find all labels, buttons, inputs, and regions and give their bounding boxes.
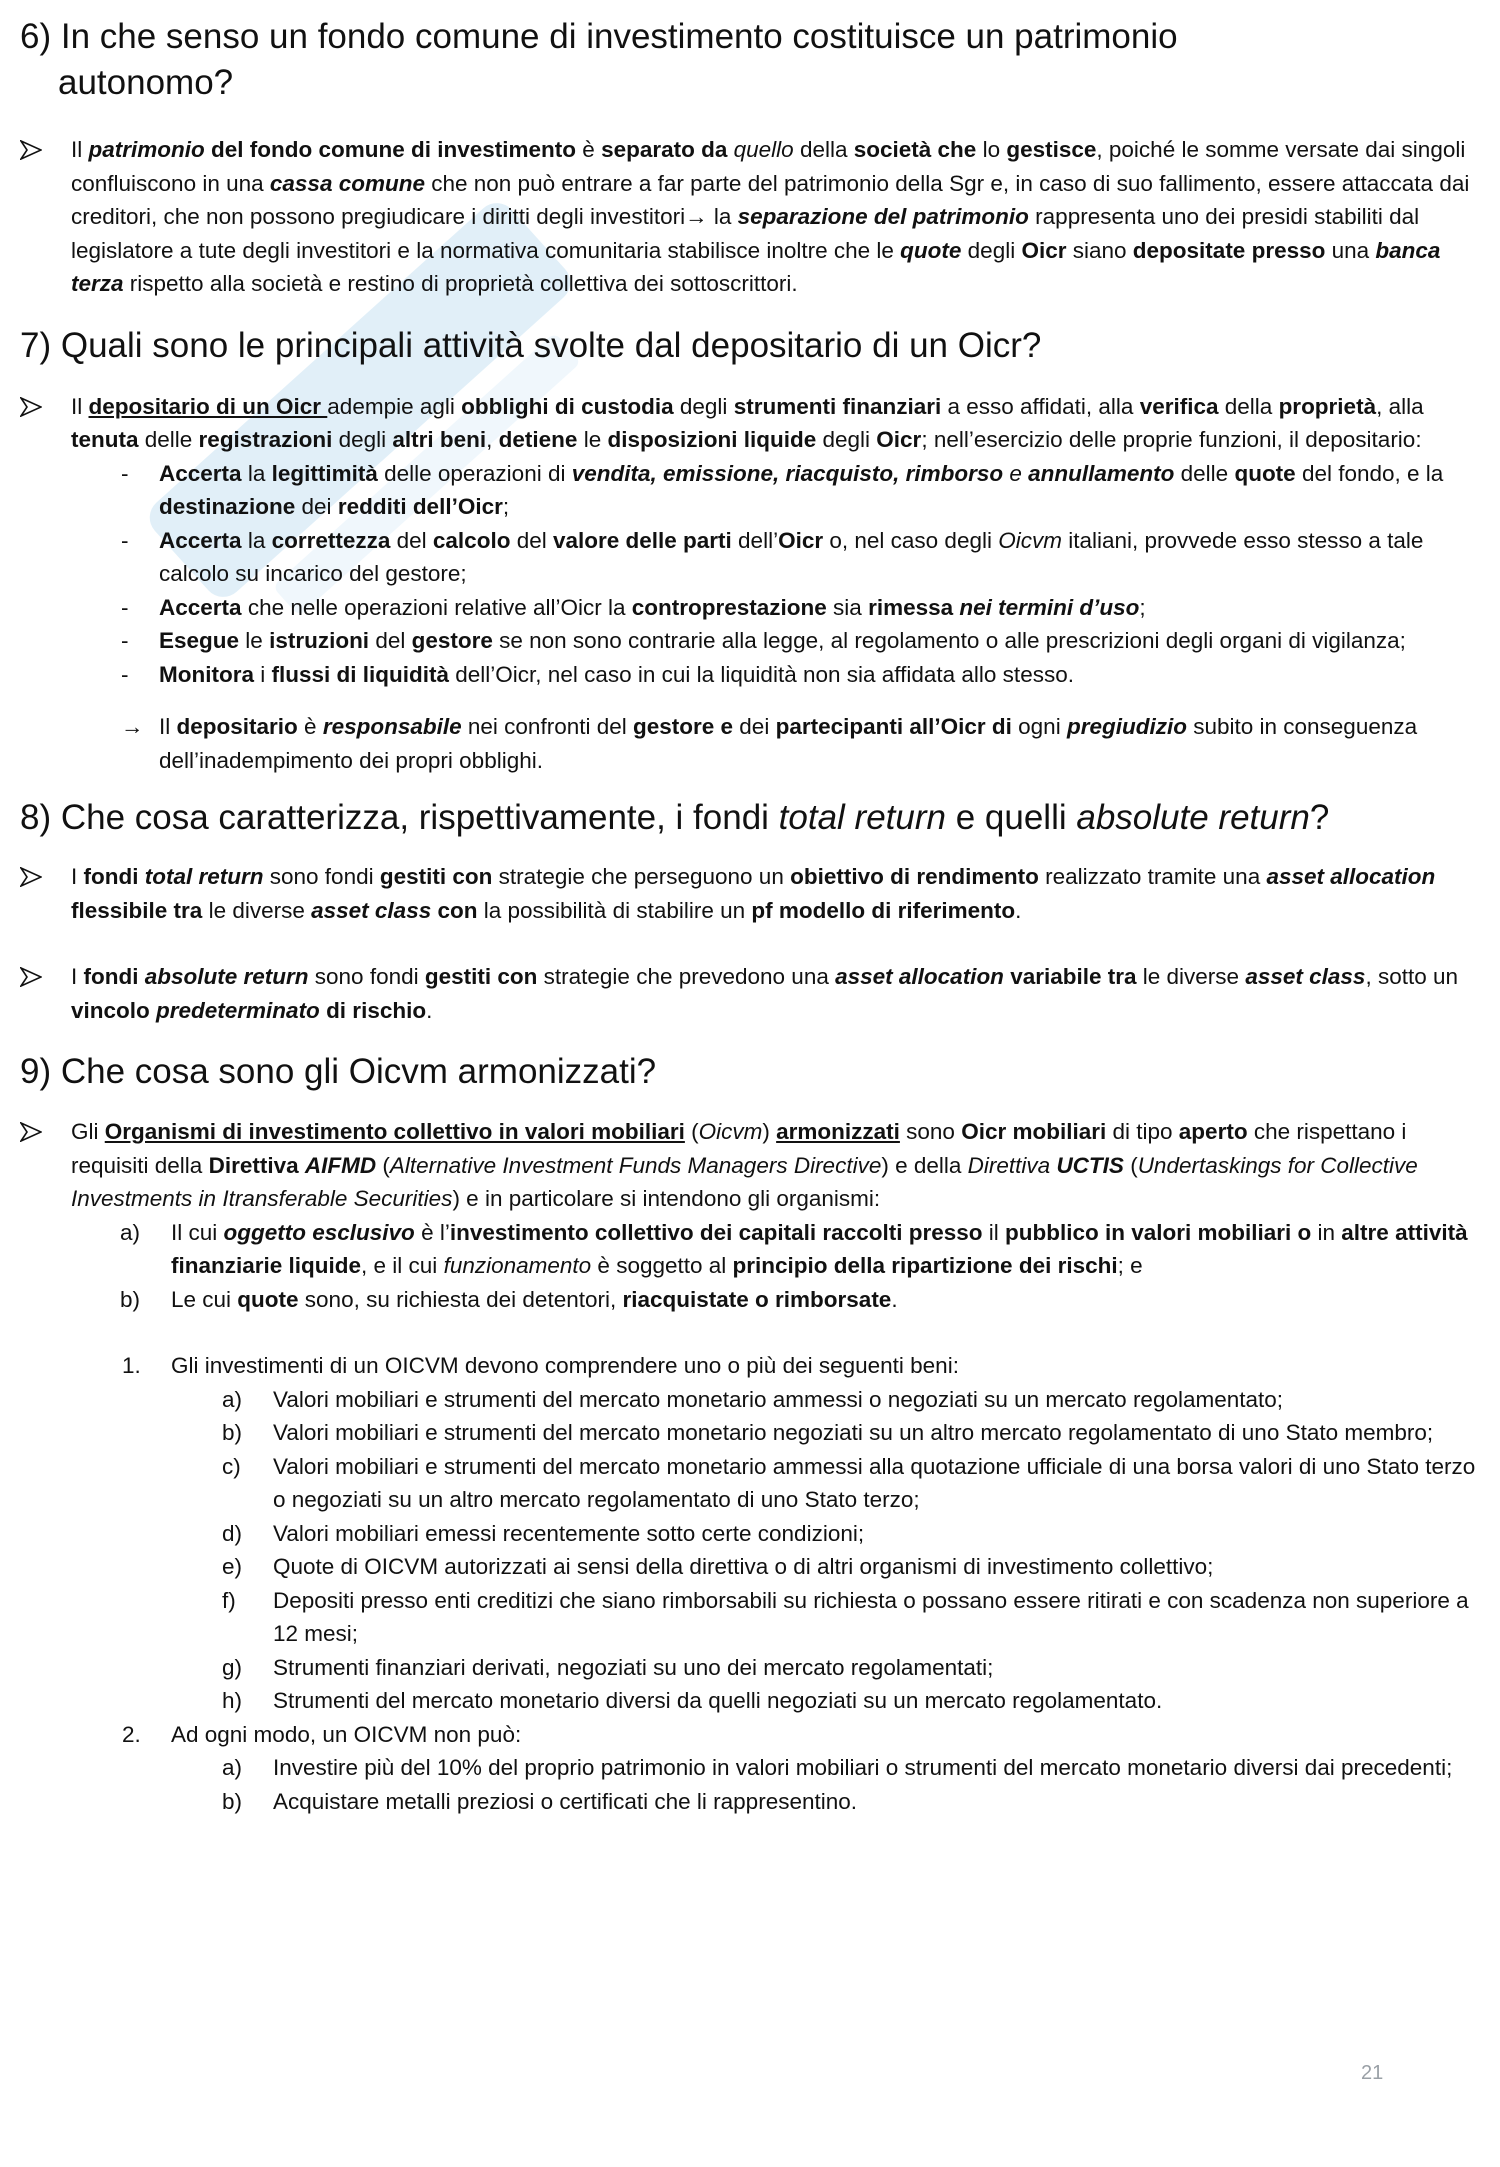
- eligible-asset-item: d) Valori mobiliari emessi recentemente sotto certe condizioni;: [222, 1520, 865, 1546]
- eligible-asset-item: g) Strumenti finanziari derivati, negoziati su uno dei mercato regolamentati;: [222, 1654, 994, 1680]
- text-run: che nelle operazioni relative all’Oicr la: [241, 594, 632, 620]
- text-run: , alla: [1376, 393, 1424, 419]
- text-run: le diverse: [202, 897, 312, 923]
- text-run: annullamento: [1028, 460, 1175, 486]
- text-run: , sotto un: [1365, 964, 1458, 989]
- text-run: dei: [295, 494, 338, 519]
- eligible-asset-item: b) Valori mobiliari e strumenti del mercato monetario negoziati su un altro mercato regolamentato di uno Stato membro;: [222, 1420, 1434, 1445]
- text-run: la possibilità di stabilire un: [477, 897, 752, 923]
- text-run: →: [685, 204, 708, 229]
- text-run: adempie agli: [327, 393, 462, 419]
- text-run: degli: [673, 393, 734, 419]
- text-run: di rischio: [319, 997, 427, 1023]
- text-run: nei termini d’uso: [959, 594, 1140, 620]
- text-run: redditi dell’Oicr: [337, 494, 503, 519]
- text-run: predeterminato: [156, 997, 320, 1023]
- text-run: correttezza: [271, 527, 391, 553]
- text-run: dell’: [731, 527, 779, 553]
- text-run: e quelli: [945, 798, 1077, 837]
- text-run: la: [241, 527, 272, 553]
- text-run: ;: [502, 494, 510, 519]
- text-run: banca terza: [71, 237, 1441, 296]
- text-run: nei confronti del: [461, 714, 633, 739]
- section-7-title: 7) Quali sono le principali attività svolte dal depositario di un Oicr?: [20, 325, 1042, 365]
- text-run: il: [982, 1219, 1005, 1245]
- text-run: flussi di liquidità: [271, 661, 450, 687]
- text-run: valore delle parti: [552, 527, 732, 553]
- depositario-task-item: - Accerta la correttezza del calcolo del valore delle parti dell’Oicr o, nel caso degli Oicvm italiani, provvede esso stesso a tale calcolo su incarico del gestore;: [121, 527, 1424, 586]
- text-run: società che: [853, 137, 977, 162]
- text-run: flessibile tra: [71, 897, 203, 923]
- text-run: ogni: [1011, 714, 1067, 739]
- text-run: del: [510, 527, 553, 553]
- text-run: gestiti con: [424, 964, 538, 989]
- text-run: I: [71, 964, 84, 989]
- text-run: principio della ripartizione dei rischi: [732, 1253, 1118, 1278]
- text-run: che rispettano i requisiti della: [71, 1119, 1407, 1178]
- text-run: del fondo, e la: [1295, 460, 1444, 486]
- text-run: una: [1325, 237, 1376, 263]
- text-run: del fondo comune di investimento: [204, 137, 577, 162]
- text-run: asset class: [311, 897, 432, 923]
- text-run: .: [1015, 897, 1022, 923]
- text-run: dei: [733, 714, 776, 739]
- text-run: registrazioni: [198, 427, 333, 452]
- text-run: total return: [144, 864, 264, 889]
- section-6-title: 6) In che senso un fondo comune di investimento costituisce un patrimonio autonomo?: [20, 17, 1178, 102]
- text-run: degli: [332, 427, 393, 452]
- depositario-task-item: - Accerta la legittimità delle operazioni di vendita, emissione, riacquisto, rimborso e annullamento delle quote del fondo, e la destinazione dei redditi dell’Oicr;: [121, 460, 1444, 519]
- text-run: gestore: [411, 628, 493, 653]
- text-run: ) e della: [881, 1152, 968, 1178]
- text-run: tenuta: [71, 427, 139, 452]
- text-run: Direttiva: [967, 1152, 1057, 1178]
- text-run: in: [1311, 1219, 1342, 1245]
- text-run: I: [71, 864, 84, 889]
- text-run: a esso affidati, alla: [941, 393, 1140, 419]
- section-9-intro: [20, 1115, 1490, 1216]
- arrowhead-bullet-icon: [20, 133, 46, 166]
- text-run: subito in conseguenza dell’inadempimento dei propri obblighi.: [159, 714, 1418, 773]
- text-run: ; nell’esercizio delle proprie funzioni, il depositario:: [921, 427, 1422, 452]
- text-run: o, nel caso degli: [823, 527, 999, 553]
- text-run: Oicvm: [698, 1119, 763, 1144]
- text-run: Oicr: [876, 427, 922, 452]
- arrowhead-bullet-icon: [20, 390, 46, 423]
- text-run: la: [241, 460, 272, 486]
- oicvm-rule-2: 2. Ad ogni modo, un OICVM non può:: [122, 1721, 522, 1747]
- text-run: degli: [816, 427, 877, 452]
- text-run: è: [576, 137, 602, 162]
- text-run: rimessa: [868, 594, 960, 620]
- text-run: pregiudizio: [1066, 714, 1187, 739]
- text-run: Il: [71, 393, 89, 419]
- eligible-asset-item: h) Strumenti del mercato monetario diversi da quelli negoziati su un mercato regolamentato.: [222, 1688, 1163, 1713]
- text-run: Direttiva: [208, 1152, 305, 1178]
- text-run: calcolo: [432, 527, 511, 553]
- total-return-paragraph: [20, 860, 1490, 927]
- text-run: siano: [1066, 237, 1133, 263]
- page-number: 21: [1361, 2062, 1384, 2084]
- text-run: Il cui: [171, 1219, 224, 1245]
- text-run: depositario di un Oicr: [88, 393, 328, 419]
- text-run: proprietà: [1278, 393, 1377, 419]
- text-run: investimento collettivo dei capitali raccolti presso: [449, 1219, 983, 1245]
- eligible-asset-item: e) Quote di OICVM autorizzati ai sensi della direttiva o di altri organismi di investimento collettivo;: [222, 1554, 1214, 1579]
- prohibited-item: b) Acquistare metalli preziosi o certificati che li rappresentino.: [222, 1788, 858, 1814]
- text-run: , poiché le somme versate dai singoli confluiscono in una: [71, 137, 1466, 196]
- text-run: Gli: [71, 1119, 105, 1144]
- text-run: altre attività finanziarie liquide: [171, 1219, 1468, 1278]
- text-run: dell’Oicr, nel caso in cui la liquidità non sia affidata allo stesso.: [449, 661, 1074, 687]
- text-run: che non può entrare a far parte del patrimonio della Sgr e, in caso di suo fallimento, essere attaccata dai creditori, che non possono pregiudicare i diritti degli investitori: [71, 170, 1470, 229]
- text-run: realizzato tramite una: [1038, 864, 1267, 889]
- text-run: Oicr: [1021, 237, 1067, 263]
- text-run: aperto: [1178, 1119, 1248, 1144]
- text-run: funzionamento: [443, 1253, 592, 1278]
- text-run: fondi: [83, 864, 145, 889]
- text-run: responsabile: [322, 714, 462, 739]
- text-run: strategie che prevedono una: [537, 964, 836, 989]
- oicvm-rule-1: 1. Gli investimenti di un OICVM devono comprendere uno o più dei seguenti beni:: [122, 1353, 959, 1378]
- text-run: è soggetto al: [591, 1253, 733, 1278]
- text-run: Organismi di investimento collettivo in valori mobiliari: [104, 1119, 685, 1144]
- text-run: Accerta: [159, 527, 242, 553]
- arrowhead-bullet-icon: [20, 960, 46, 993]
- text-run: sono fondi: [263, 864, 380, 889]
- text-run: , e il cui: [361, 1253, 444, 1278]
- text-run: della: [1218, 393, 1279, 419]
- text-run: quote: [1234, 460, 1296, 486]
- text-run: controprestazione: [631, 594, 827, 620]
- text-run: ) e in particolare si intendono gli organismi:: [452, 1186, 881, 1211]
- text-run: (: [1123, 1152, 1138, 1178]
- text-run: vincolo: [71, 997, 157, 1023]
- text-run: riacquistate o rimborsate: [622, 1286, 892, 1312]
- text-run: sono fondi: [308, 964, 425, 989]
- text-run: legittimità: [271, 460, 378, 486]
- arrowhead-bullet-icon: [20, 860, 46, 893]
- text-run: depositario: [176, 714, 298, 739]
- text-run: (: [684, 1119, 699, 1144]
- section-8-title: [20, 795, 1490, 841]
- text-run: gestiti con: [379, 864, 493, 889]
- text-run: asset allocation: [1266, 864, 1436, 889]
- text-run: di tipo: [1106, 1119, 1179, 1144]
- section-6-paragraph: [20, 133, 1490, 301]
- text-run: sia: [826, 594, 869, 620]
- text-run: obiettivo di rendimento: [790, 864, 1039, 889]
- text-run: sono, su richiesta dei detentori,: [298, 1286, 623, 1312]
- text-run: altri beni: [392, 427, 487, 452]
- section-9-title: 9) Che cosa sono gli Oicvm armonizzati?: [20, 1052, 657, 1091]
- text-run: asset class: [1245, 964, 1366, 989]
- text-run: ?: [1309, 798, 1330, 837]
- eligible-asset-item: f) Depositi presso enti creditizi che siano rimborsabili su richiesta o possano essere ritirati e con scadenza non superiore a 12 mesi;: [222, 1587, 1469, 1646]
- text-run: degli: [961, 237, 1022, 263]
- text-run: gestore e: [633, 714, 734, 739]
- text-run: con: [431, 897, 478, 923]
- text-run: variabile tra: [1003, 964, 1137, 989]
- text-run: Esegue: [159, 628, 240, 653]
- text-run: del: [390, 527, 433, 553]
- text-run: istruzioni: [269, 628, 370, 653]
- text-run: .: [426, 997, 433, 1023]
- text-run: total return: [778, 798, 946, 837]
- text-run: partecipanti all’Oicr di: [775, 714, 1012, 739]
- absolute-return-paragraph: [20, 960, 1490, 1027]
- text-run: armonizzati: [776, 1119, 900, 1144]
- text-run: Accerta: [159, 594, 242, 620]
- text-run: del: [369, 628, 412, 653]
- oicvm-definition-item: a) Il cui oggetto esclusivo è l’investimento collettivo dei capitali raccolti presso il pubblico in valori mobiliari o in altre attività finanziarie liquide, e il cui funzionamento è soggetto al principio della ripartizione dei rischi; e: [120, 1219, 1468, 1278]
- depositario-task-item: - Accerta che nelle operazioni relative all’Oicr la controprestazione sia rimessa nei termini d’uso;: [121, 594, 1146, 620]
- text-run: Accerta: [159, 460, 242, 486]
- text-run: Alternative Investment Funds Managers Directive: [389, 1152, 882, 1178]
- text-run: Monitora: [159, 661, 254, 687]
- text-run: absolute return: [1076, 798, 1310, 837]
- text-run: AIFMD: [304, 1152, 377, 1178]
- text-run: .: [891, 1286, 898, 1312]
- text-run: pubblico in valori mobiliari o: [1005, 1219, 1312, 1245]
- text-run: Oicr: [778, 527, 824, 553]
- text-run: rispetto alla società e restino di proprietà collettiva dei sottoscrittori.: [123, 271, 798, 296]
- oicvm-definition-item: b) Le cui quote sono, su richiesta dei detentori, riacquistate o rimborsate.: [120, 1286, 898, 1312]
- text-run: cassa comune: [269, 170, 425, 196]
- section-7-conclusion: [20, 710, 1490, 777]
- text-run: Le cui: [171, 1286, 238, 1312]
- text-run: verifica: [1139, 393, 1219, 419]
- text-run: depositate presso: [1132, 237, 1326, 263]
- text-run: è l’: [414, 1219, 450, 1245]
- text-run: patrimonio: [88, 137, 205, 162]
- text-run: ;: [1139, 594, 1146, 620]
- arrowhead-bullet-icon: [20, 1115, 46, 1148]
- right-arrow-icon: →: [121, 714, 144, 739]
- text-run: quello: [733, 137, 794, 162]
- text-run: UCTIS: [1056, 1152, 1124, 1178]
- text-run: oggetto esclusivo: [223, 1219, 415, 1245]
- text-run: quote: [237, 1286, 299, 1312]
- text-run: Il: [71, 137, 89, 162]
- text-run: rappresenta uno dei presidi stabiliti dal legislatore a tute degli investitori e la normativa comunitaria stabilisce inoltre che le: [71, 204, 1420, 263]
- text-run: obblighi di custodia: [461, 393, 674, 419]
- text-run: ): [762, 1119, 777, 1144]
- text-run: delle: [1174, 460, 1235, 486]
- text-run: (: [376, 1152, 390, 1178]
- text-run: absolute return: [144, 964, 309, 989]
- text-run: gestisce: [1006, 137, 1097, 162]
- text-run: delle operazioni di: [377, 460, 572, 486]
- section-7-intro: [20, 390, 1490, 457]
- text-run: italiani, provvede esso stesso a tale calcolo su incarico del gestore;: [159, 527, 1424, 586]
- text-run: 8) Che cosa caratterizza, rispettivamente, i fondi: [20, 798, 779, 837]
- text-run: Oicr mobiliari: [961, 1119, 1107, 1144]
- text-run: destinazione: [159, 494, 296, 519]
- text-run: asset allocation: [835, 964, 1004, 989]
- text-run: delle: [138, 427, 199, 452]
- text-run: pf modello di riferimento: [751, 897, 1016, 923]
- text-run: strategie che perseguono un: [492, 864, 791, 889]
- eligible-asset-item: a) Valori mobiliari e strumenti del mercato monetario ammessi o negoziati su un mercato regolamentato;: [222, 1386, 1284, 1412]
- text-run: le: [577, 427, 608, 452]
- text-run: Oicvm: [998, 527, 1062, 553]
- text-run: Il: [159, 714, 177, 739]
- text-run: le: [239, 628, 270, 653]
- prohibited-item: a) Investire più del 10% del proprio patrimonio in valori mobiliari o strumenti del mercato monetario diversi dai precedenti;: [222, 1755, 1453, 1780]
- text-run: strumenti finanziari: [733, 393, 942, 419]
- text-run: detiene: [498, 427, 578, 452]
- text-run: della: [793, 137, 854, 162]
- text-run: i: [254, 661, 272, 687]
- text-run: lo: [976, 137, 1007, 162]
- text-run: Undertaskings for Collective Investments in Itransferable Securities: [71, 1152, 1418, 1211]
- depositario-task-item: - Esegue le istruzioni del gestore se non sono contrarie alla legge, al regolamento o alle prescrizioni degli organi di vigilanza;: [121, 628, 1406, 653]
- text-run: e: [1003, 460, 1029, 486]
- text-run: sono: [899, 1119, 962, 1144]
- text-run: disposizioni liquide: [607, 427, 817, 452]
- text-run: fondi: [83, 964, 145, 989]
- eligible-asset-item: c) Valori mobiliari e strumenti del mercato monetario ammessi alla quotazione ufficiale di una borsa valori di uno Stato terzo o negoziati su un altro mercato regolamentato di uno Stato terzo;: [222, 1453, 1476, 1512]
- text-run: separato da: [601, 137, 734, 162]
- text-run: vendita, emissione, riacquisto, rimborso: [571, 460, 1004, 486]
- text-run: ; e: [1117, 1253, 1143, 1278]
- text-run: la: [707, 204, 738, 229]
- text-run: è: [297, 714, 323, 739]
- text-run: quote: [900, 237, 962, 263]
- text-run: ,: [486, 427, 499, 452]
- text-run: le diverse: [1136, 964, 1246, 989]
- text-run: separazione del patrimonio: [737, 204, 1029, 229]
- depositario-task-item: - Monitora i flussi di liquidità dell’Oicr, nel caso in cui la liquidità non sia affidata allo stesso.: [121, 661, 1074, 687]
- text-run: se non sono contrarie alla legge, al regolamento o alle prescrizioni degli organi di vigilanza;: [492, 628, 1406, 653]
